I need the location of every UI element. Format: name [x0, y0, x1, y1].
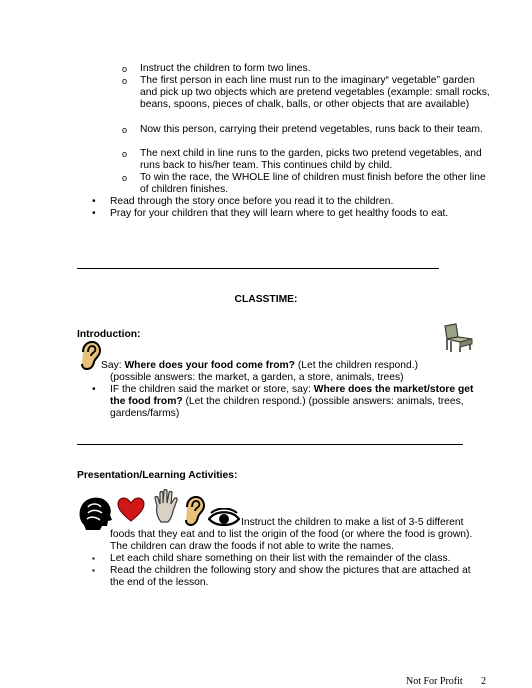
presentation-bullet: ▪ Let each child share something on their list with the remainder of the class. [92, 553, 451, 564]
intro-bullet: • IF the children said the market or store, say: Where does the market/store get the food from? (Let the children respond.) (possible answers: animals, trees, gardens/farms) [92, 384, 474, 419]
say-answers: (possible answers: the market, a garden, a store, animals, trees) [110, 372, 404, 383]
presentation-heading: Presentation/Learning Activities: [77, 470, 238, 481]
race-step: o The first person in each line must run to the imaginary“ vegetable” garden and pick up two objects which are pretend vegetables (example: small rocks, beans, spoons, pieces of chalk, balls, or other objects that are available) [122, 75, 490, 110]
race-step: o Now this person, carrying their pretend vegetables, runs back to their team. [122, 124, 483, 135]
race-step: o To win the race, the WHOLE line of children must finish before the other line of children finishes. [122, 172, 486, 195]
page-number: 2 [481, 676, 486, 687]
say-question-line: Say: Where does your food come from? (Let the children respond.) [101, 360, 419, 371]
race-step: o The next child in line runs to the garden, picks two pretend vegetables, and runs back to his/her team. This continues child by child. [122, 148, 482, 171]
prep-bullet: • Pray for your children that they will learn where to get healthy foods to eat. [92, 208, 449, 219]
introduction-heading: Introduction: [77, 329, 141, 340]
section-divider [77, 444, 463, 445]
prep-bullet: • Read through the story once before you read it to the children. [92, 196, 394, 207]
section-divider [77, 268, 439, 269]
race-step: o Instruct the children to form two lines. [122, 63, 311, 74]
footer-label: Not For Profit [406, 676, 463, 687]
presentation-instruct: Instruct the children to make a list of 3-5 different foods that they eat and to list the origin of the food (or where the food is grown). The children can draw the foods if not able to write the names. [110, 517, 473, 552]
presentation-bullet: ▪ Read the children the following story and show the pictures that are attached at the end of the lesson. [92, 565, 471, 588]
classtime-title: CLASSTIME: [234, 294, 298, 305]
head-icon [76, 495, 114, 531]
ear-icon [79, 341, 101, 370]
chair-icon [442, 323, 475, 353]
